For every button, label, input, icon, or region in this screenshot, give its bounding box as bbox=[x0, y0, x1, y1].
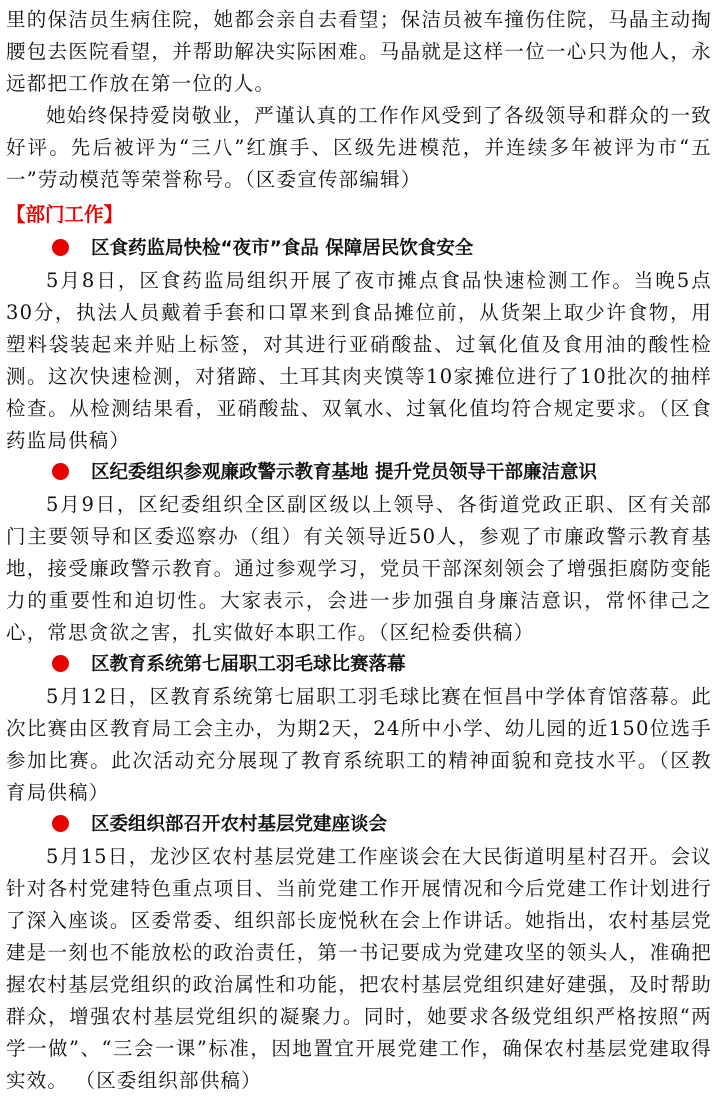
article-body-4: 5月15日，龙沙区农村基层党建工作座谈会在大民街道明星村召开。会议针对各村党建特色重点项目、当前党建工作开展情况和今后党建工作计划进行了深入座谈。区委常委、组织部长庞悦秋在会上作讲话。她指出，农村基层党建是一刻也不能放松的政治责任，第一书记要成为党建攻坚的领头人，准确把握农村基层党组织的政治属性和功能，把农村基层党组织建好建强，及时帮助群众，增强农村基层党组织的凝聚力。同时，她要求各级党组织严格按照“两学一做”、“三会一课”标准，因地置宜开展党建工作，确保农村基层党建取得实效。 （区委组织部供稿） bbox=[6, 845, 712, 1092]
continuation-paragraph-1: 里的保洁员生病住院，她都会亲自去看望；保洁员被车撞伤住院，马晶主动掏腰包去医院看望，并帮助解决实际困难。马晶就是这样一位一心只为他人，永远都把工作放在第一位的人。 bbox=[6, 8, 712, 95]
article-headline-4: 区委组织部召开农村基层党建座谈会 bbox=[52, 809, 712, 841]
article-body-1: 5月8日，区食药监局组织开展了夜市摊点食品快速检测工作。当晚5点30分，执法人员戴着手套和口罩来到食品摊位前，从货架上取少许食物，用塑料袋装起来并贴上标签，对其进行亚硝酸盐、过氧化值及食用油的酸性检测。这次快速检测，对猪蹄、土耳其肉夹馍等10家摊位进行了10批次的抽样检查。从检测结果看，亚硝酸盐、双氧水、过氧化值均符合规定要求。（区食药监局供稿） bbox=[6, 269, 712, 452]
section-tag: 【部门工作】 bbox=[6, 203, 124, 226]
continuation-paragraph-2: 她始终保持爱岗敬业，严谨认真的工作作风受到了各级领导和群众的一致好评。先后被评为“三八”红旗手、区级先进模范，并连续多年被评为市“五一”劳动模范等荣誉称号。（区委宣传部编辑） bbox=[6, 104, 712, 191]
article-body-3: 5月12日，区教育系统第七届职工羽毛球比赛在恒昌中学体育馆落幕。此次比赛由区教育局工会主办，为期2天，24所中小学、幼儿园的近150位选手参加比赛。此次活动充分展现了教育系统职工的精神面貌和竞技水平。（区教育局供稿） bbox=[6, 685, 712, 804]
red-dot-bullet-icon bbox=[52, 815, 69, 832]
article-body-2: 5月9日，区纪委组织全区副区级以上领导、各街道党政正职、区有关部门主要领导和区委巡察办（组）有关领导近50人，参观了市廉政警示教育基地，接受廉政警示教育。通过参观学习，党员干部深刻领会了增强拒腐防变能力的重要性和迫切性。大家表示，会进一步加强自身廉洁意识，常怀律己之心，常思贪欲之害，扎实做好本职工作。（区纪检委供稿） bbox=[6, 493, 712, 644]
red-dot-bullet-icon bbox=[52, 655, 69, 672]
article-headline-2: 区纪委组织参观廉政警示教育基地 提升党员领导干部廉洁意识 bbox=[52, 457, 712, 489]
article-headline-1: 区食药监局快检“夜市”食品 保障居民饮食安全 bbox=[52, 233, 712, 265]
article-headline-3: 区教育系统第七届职工羽毛球比赛落幕 bbox=[52, 649, 712, 681]
red-dot-bullet-icon bbox=[52, 463, 69, 480]
red-dot-bullet-icon bbox=[52, 239, 69, 256]
